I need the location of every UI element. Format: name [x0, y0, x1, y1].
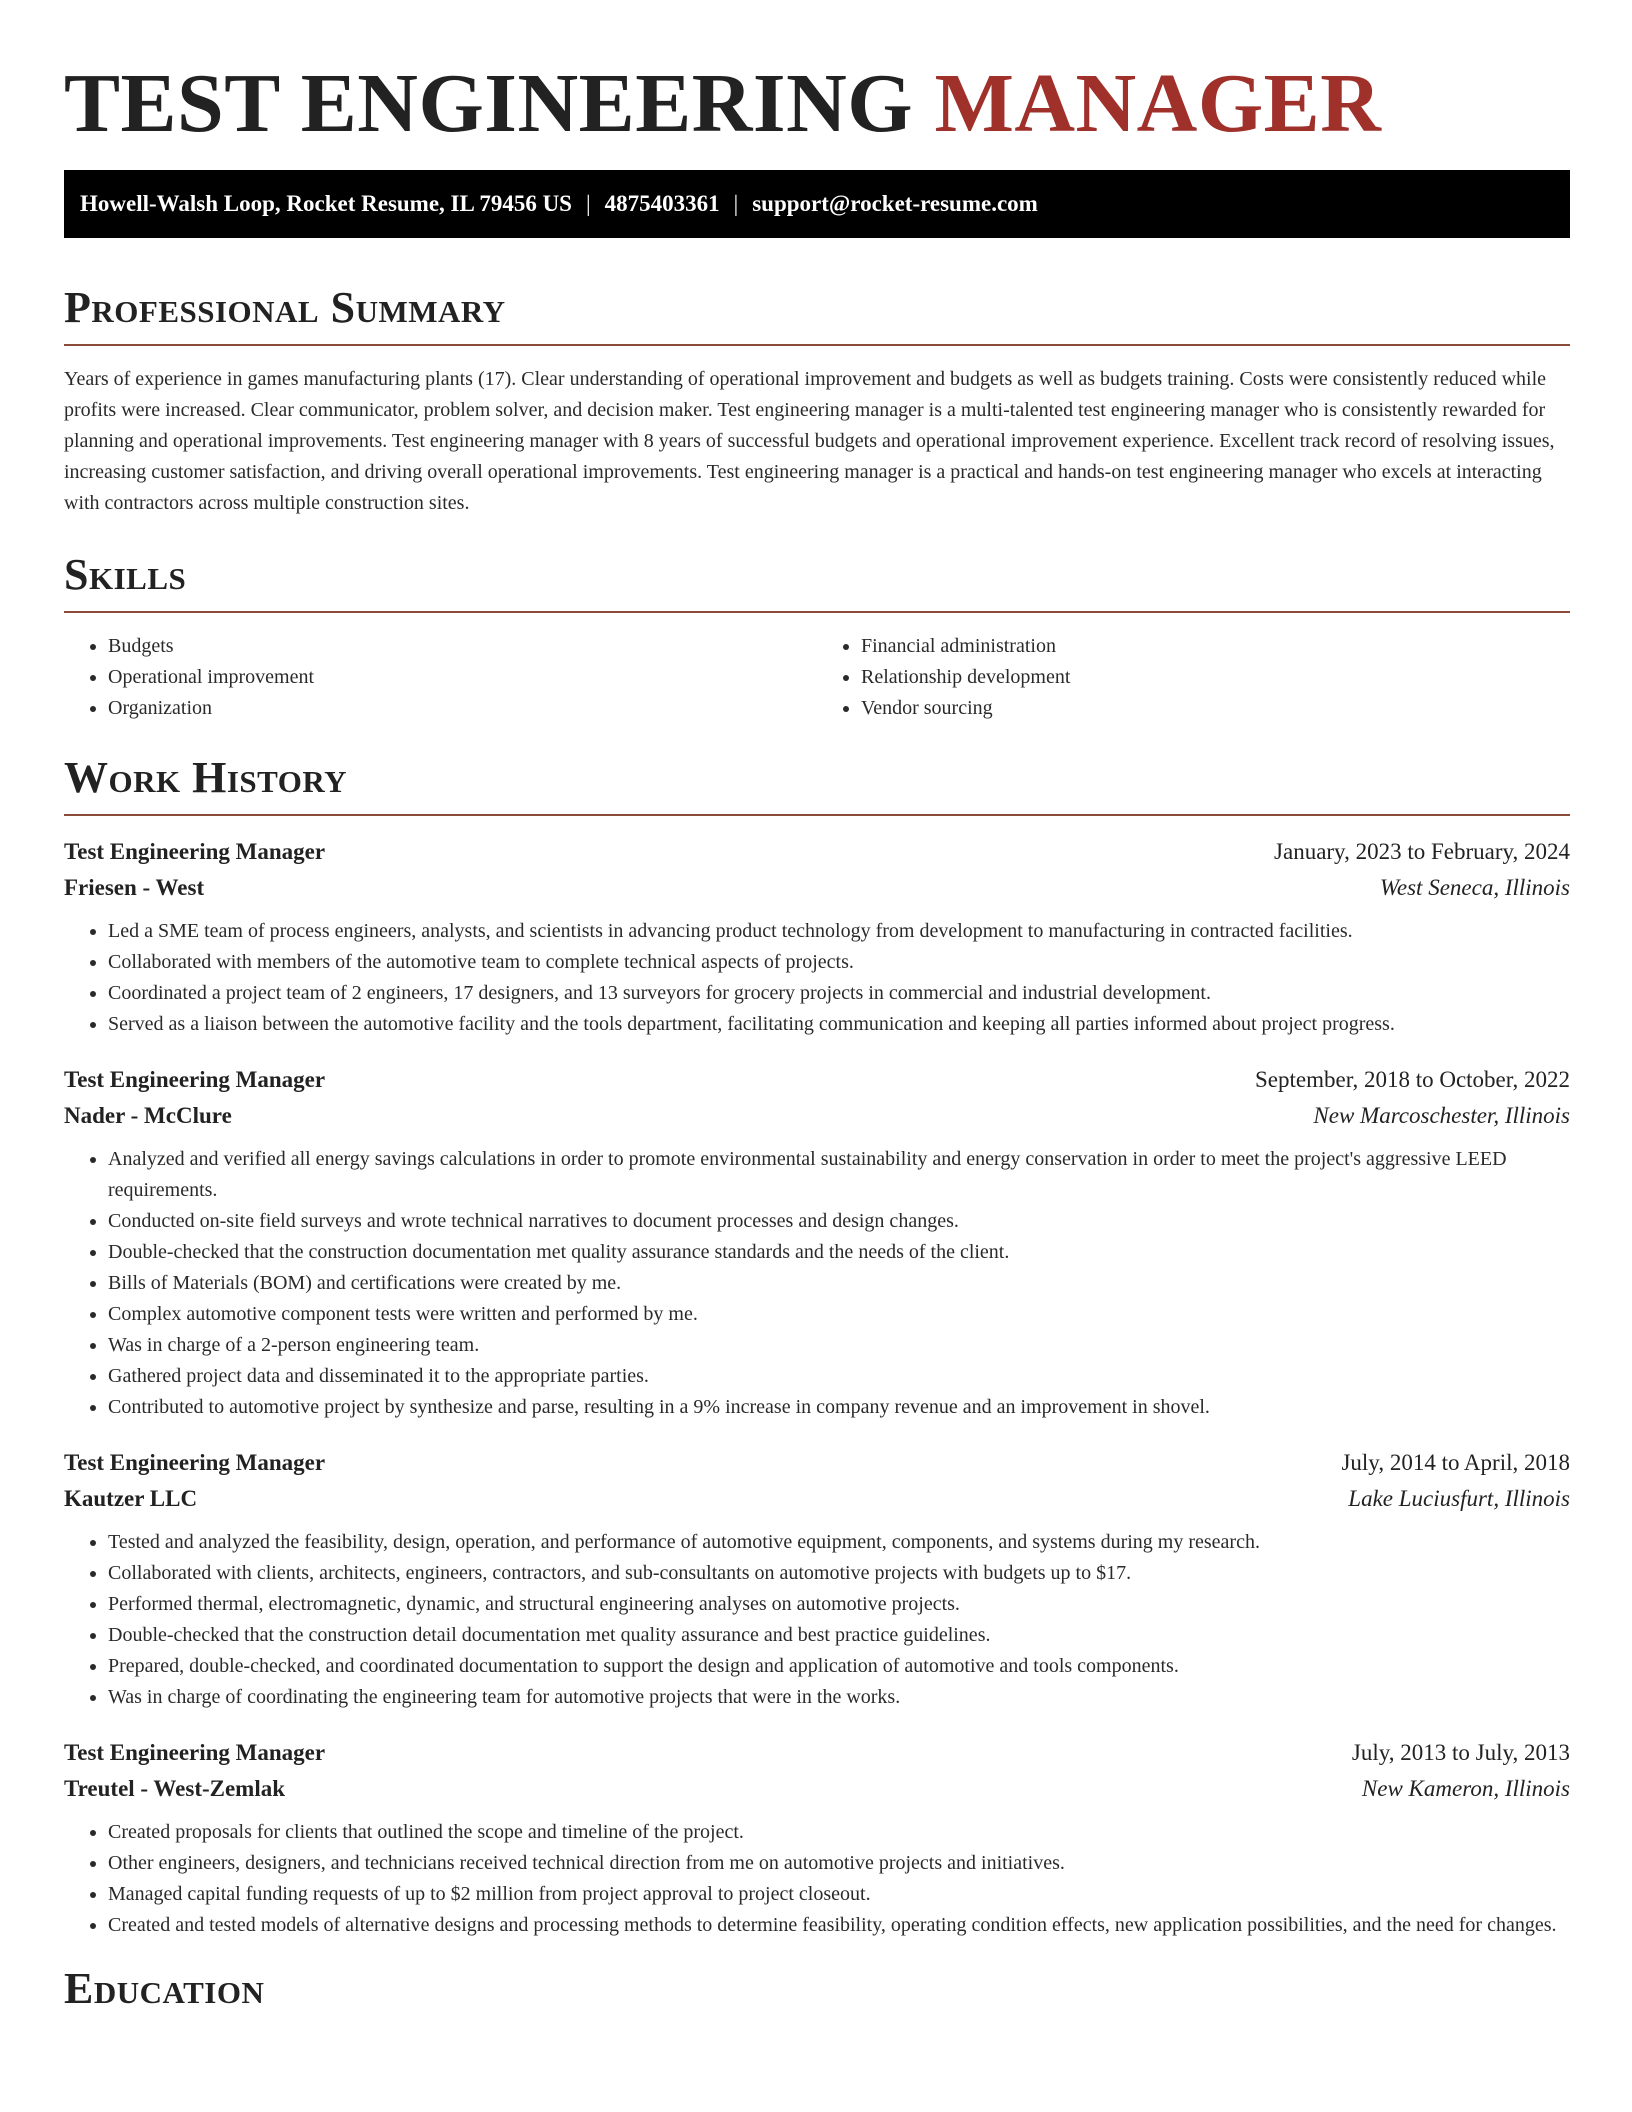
- section-divider: [64, 344, 1570, 346]
- job-bullet: • Other engineers, designers, and technicians received technical direction from me on automotive projects and initiatives.: [108, 1848, 1570, 1879]
- job-row-bottom: [64, 870, 1570, 906]
- job-company: Treutel - West-Zemlak: [64, 1776, 286, 1801]
- job-entry: [64, 1062, 1570, 1423]
- job-bullet: • Bills of Materials (BOM) and certifications were created by me.: [108, 1268, 1570, 1299]
- section-divider: [64, 611, 1570, 613]
- skills-list-left: [64, 631, 817, 724]
- job-bullet: • Coordinated a project team of 2 engineers, 17 designers, and 13 surveyors for grocery projects in commercial and industrial development.: [108, 978, 1570, 1009]
- section-summary: [64, 282, 1570, 519]
- section-heading-summary: Professional Summary: [64, 283, 506, 332]
- job-title: Test Engineering Manager: [64, 1450, 326, 1475]
- job-bullet: • Double-checked that the construction documentation met quality assurance standards and the needs of the client.: [108, 1237, 1570, 1268]
- job-bullets: [64, 1817, 1570, 1941]
- job-row-top: [64, 1062, 1570, 1098]
- job-bullet: • Complex automotive component tests were written and performed by me.: [108, 1299, 1570, 1330]
- job-bullet: • Double-checked that the construction detail documentation met quality assurance and best practice guidelines.: [108, 1620, 1570, 1651]
- job-row-bottom: [64, 1771, 1570, 1807]
- skill-item: • Financial administration: [861, 631, 1570, 662]
- job-bullet: • Prepared, double-checked, and coordinated documentation to support the design and application of automotive and tools components.: [108, 1651, 1570, 1682]
- contact-address: Howell-Walsh Loop, Rocket Resume, IL 79456 US: [80, 191, 572, 216]
- skills-columns: [64, 631, 1570, 724]
- job-dates: July, 2013 to July, 2013: [1351, 1740, 1570, 1765]
- section-heading-skills: Skills: [64, 550, 187, 599]
- job-bullets: [64, 916, 1570, 1040]
- job-bullet: • Tested and analyzed the feasibility, design, operation, and performance of automotive equipment, components, and systems during my research.: [108, 1527, 1570, 1558]
- resume-title: [64, 56, 1570, 152]
- skills-list-right: [817, 631, 1570, 724]
- contact-bar: [64, 170, 1570, 238]
- job-bullet: • Created proposals for clients that outlined the scope and timeline of the project.: [108, 1817, 1570, 1848]
- job-bullet: • Led a SME team of process engineers, analysts, and scientists in advancing product technology from development to manufacturing in contracted facilities.: [108, 916, 1570, 947]
- job-bullet: • Was in charge of a 2-person engineering team.: [108, 1330, 1570, 1361]
- job-dates: September, 2018 to October, 2022: [1255, 1067, 1570, 1092]
- job-bullet: • Gathered project data and disseminated it to the appropriate parties.: [108, 1361, 1570, 1392]
- contact-email: support@rocket-resume.com: [752, 191, 1038, 216]
- skill-item: • Budgets: [108, 631, 817, 662]
- section-divider: [64, 814, 1570, 816]
- job-bullet: • Contributed to automotive project by synthesize and parse, resulting in a 9% increase in company revenue and an improvement in shovel.: [108, 1392, 1570, 1423]
- skill-item: • Operational improvement: [108, 662, 817, 693]
- section-skills: [64, 549, 1570, 724]
- job-row-top: [64, 1735, 1570, 1771]
- job-row-top: [64, 1445, 1570, 1481]
- job-bullet: • Created and tested models of alternative designs and processing methods to determine feasibility, operating condition effects, new application possibilities, and the need for changes.: [108, 1910, 1570, 1941]
- job-bullet: • Performed thermal, electromagnetic, dynamic, and structural engineering analyses on automotive projects.: [108, 1589, 1570, 1620]
- job-location: West Seneca, Illinois: [1379, 875, 1570, 900]
- job-location: New Marcoschester, Illinois: [1313, 1103, 1570, 1128]
- section-work-history: [64, 752, 1570, 1941]
- job-dates: January, 2023 to February, 2024: [1274, 839, 1570, 864]
- contact-phone: 4875403361: [604, 191, 720, 216]
- job-bullet: • Collaborated with members of the automotive team to complete technical aspects of projects.: [108, 947, 1570, 978]
- job-location: Lake Luciusfurt, Illinois: [1348, 1486, 1570, 1511]
- job-company: Kautzer LLC: [64, 1486, 198, 1511]
- skill-item: • Organization: [108, 693, 817, 724]
- job-bullet: • Conducted on-site field surveys and wrote technical narratives to document processes and design changes.: [108, 1206, 1570, 1237]
- skill-item: • Vendor sourcing: [861, 693, 1570, 724]
- job-bullet: • Was in charge of coordinating the engineering team for automotive projects that were in the works.: [108, 1682, 1570, 1713]
- title-accent: MANAGER: [934, 57, 1382, 150]
- title-main: TEST ENGINEERING: [64, 57, 914, 150]
- job-bullet: • Managed capital funding requests of up to $2 million from project approval to project closeout.: [108, 1879, 1570, 1910]
- summary-text: Years of experience in games manufacturing plants (17). Clear understanding of operational improvement and budgets as well as budgets training. Costs were consistently reduced while profits were increased. Clear communicator, problem solver, and decision maker. Test engineering manager is a multi-talented test engineering manager who is consistently rewarded for planning and operational improvements. Test engineering manager with 8 years of successful budgets and operational improvement experience. Excellent track record of resolving issues, increasing customer satisfaction, and driving overall operational improvements. Test engineering manager is a practical and hands-on test engineering manager who excels at interacting with contractors across multiple construction sites.: [64, 368, 1555, 514]
- contact-separator: |: [585, 191, 591, 216]
- job-entry: [64, 1735, 1570, 1941]
- job-location: New Kameron, Illinois: [1361, 1776, 1570, 1801]
- job-bullet: • Collaborated with clients, architects, engineers, contractors, and sub-consultants on automotive projects with budgets up to $17.: [108, 1558, 1570, 1589]
- job-title: Test Engineering Manager: [64, 1067, 326, 1092]
- job-list: [64, 834, 1570, 1941]
- contact-separator: |: [733, 191, 739, 216]
- job-row-top: [64, 834, 1570, 870]
- job-bullets: [64, 1527, 1570, 1713]
- job-title: Test Engineering Manager: [64, 1740, 326, 1765]
- job-company: Friesen - West: [64, 875, 205, 900]
- job-bullet: • Served as a liaison between the automotive facility and the tools department, facilitating communication and keeping all parties informed about project progress.: [108, 1009, 1570, 1040]
- job-dates: July, 2014 to April, 2018: [1341, 1450, 1570, 1475]
- job-row-bottom: [64, 1481, 1570, 1517]
- skill-item: • Relationship development: [861, 662, 1570, 693]
- section-education: [64, 1963, 1570, 2015]
- job-entry: [64, 1445, 1570, 1713]
- job-bullet: • Analyzed and verified all energy savings calculations in order to promote environmental sustainability and energy conservation in order to meet the project's aggressive LEED requirements.: [108, 1144, 1570, 1206]
- job-company: Nader - McClure: [64, 1103, 232, 1128]
- job-row-bottom: [64, 1098, 1570, 1134]
- job-entry: [64, 834, 1570, 1040]
- resume-page: [64, 56, 1570, 2015]
- job-title: Test Engineering Manager: [64, 839, 326, 864]
- section-heading-education: Education: [64, 1964, 265, 2013]
- section-heading-work: Work History: [64, 753, 348, 802]
- job-bullets: [64, 1144, 1570, 1423]
